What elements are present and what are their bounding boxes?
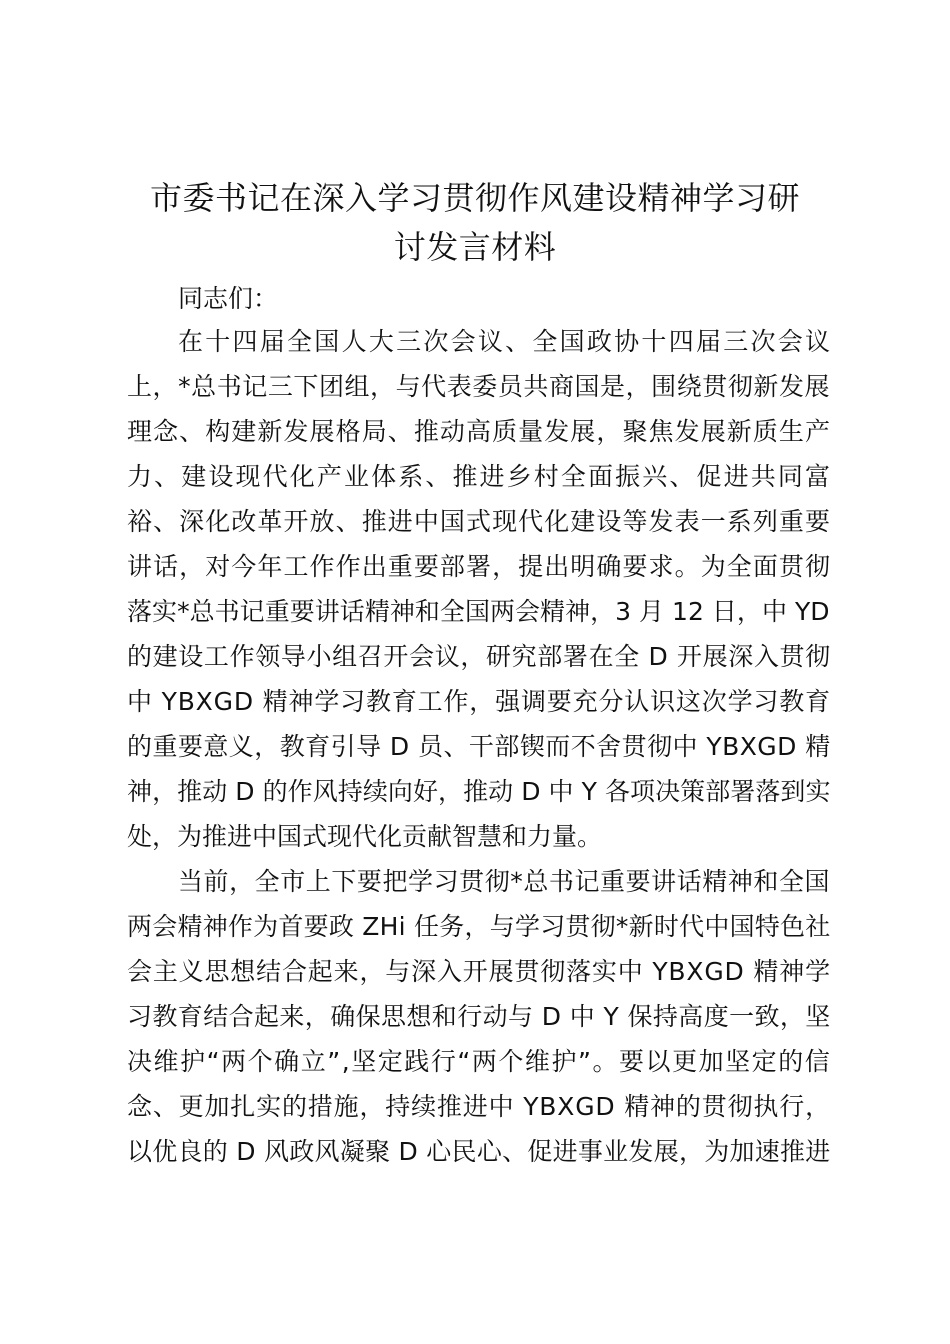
document-paragraph-line: 念、更加扎实的措施，持续推进中 YBXGD 精神的贯彻执行， xyxy=(127,1092,831,1121)
document-title-line-2: 讨发言材料 xyxy=(393,228,557,266)
document-paragraph-line: 习教育结合起来，确保思想和行动与 D 中 Y 保持高度一致，坚 xyxy=(127,1002,831,1031)
document-paragraph-line: 理念、构建新发展格局、推动高质量发展，聚焦发展新质生产 xyxy=(127,417,832,446)
document-paragraph-line: 当前，全市上下要把学习贯彻*总书记重要讲话精神和全国 xyxy=(178,867,831,896)
document-paragraph-line: 力、建设现代化产业体系、推进乡村全面振兴、促进共同富 xyxy=(127,462,833,491)
document-paragraph-line: 中 YBXGD 精神学习教育工作，强调要充分认识这次学习教育 xyxy=(127,687,831,716)
document-paragraph-line: 讲话，对今年工作作出重要部署，提出明确要求。为全面贯彻 xyxy=(127,552,832,581)
document-paragraph-line: 以优良的 D 风政风凝聚 D 心民心、促进事业发展，为加速推进 xyxy=(127,1137,831,1166)
document-paragraph-line: 的建设工作领导小组召开会议，研究部署在全 D 开展深入贯彻 xyxy=(127,642,831,671)
document-paragraph-line: 上，*总书记三下团组，与代表委员共商国是，围绕贯彻新发展 xyxy=(127,372,831,401)
document-paragraph-line: 两会精神作为首要政 ZHi 任务，与学习贯彻*新时代中国特色社 xyxy=(127,912,831,941)
document-paragraph-line: 裕、深化改革开放、推进中国式现代化建设等发表一系列重要 xyxy=(127,507,832,536)
document-title-line-1: 市委书记在深入学习贯彻作风建设精神学习研 xyxy=(149,179,800,217)
document-paragraph-line: 神，推动 D 的作风持续向好，推动 D 中 Y 各项决策部署落到实 xyxy=(127,777,831,806)
document-paragraph-line: 同志们： xyxy=(178,284,279,313)
document-paragraph-line: 会主义思想结合起来，与深入开展贯彻落实中 YBXGD 精神学 xyxy=(127,957,831,986)
document-paragraph-line: 的重要意义，教育引导 D 员、干部锲而不舍贯彻中 YBXGD 精 xyxy=(127,732,831,761)
document-paragraph-line: 决维护“两个确立”,坚定践行“两个维护”。要以更加坚定的信 xyxy=(127,1047,832,1076)
document-paragraph-line: 处，为推进中国式现代化贡献智慧和力量。 xyxy=(127,822,603,851)
document-paragraph-line: 在十四届全国人大三次会议、全国政协十四届三次会议 xyxy=(178,327,833,356)
document-paragraph-line: 落实*总书记重要讲话精神和全国两会精神，3 月 12 日，中 YD xyxy=(127,597,830,626)
